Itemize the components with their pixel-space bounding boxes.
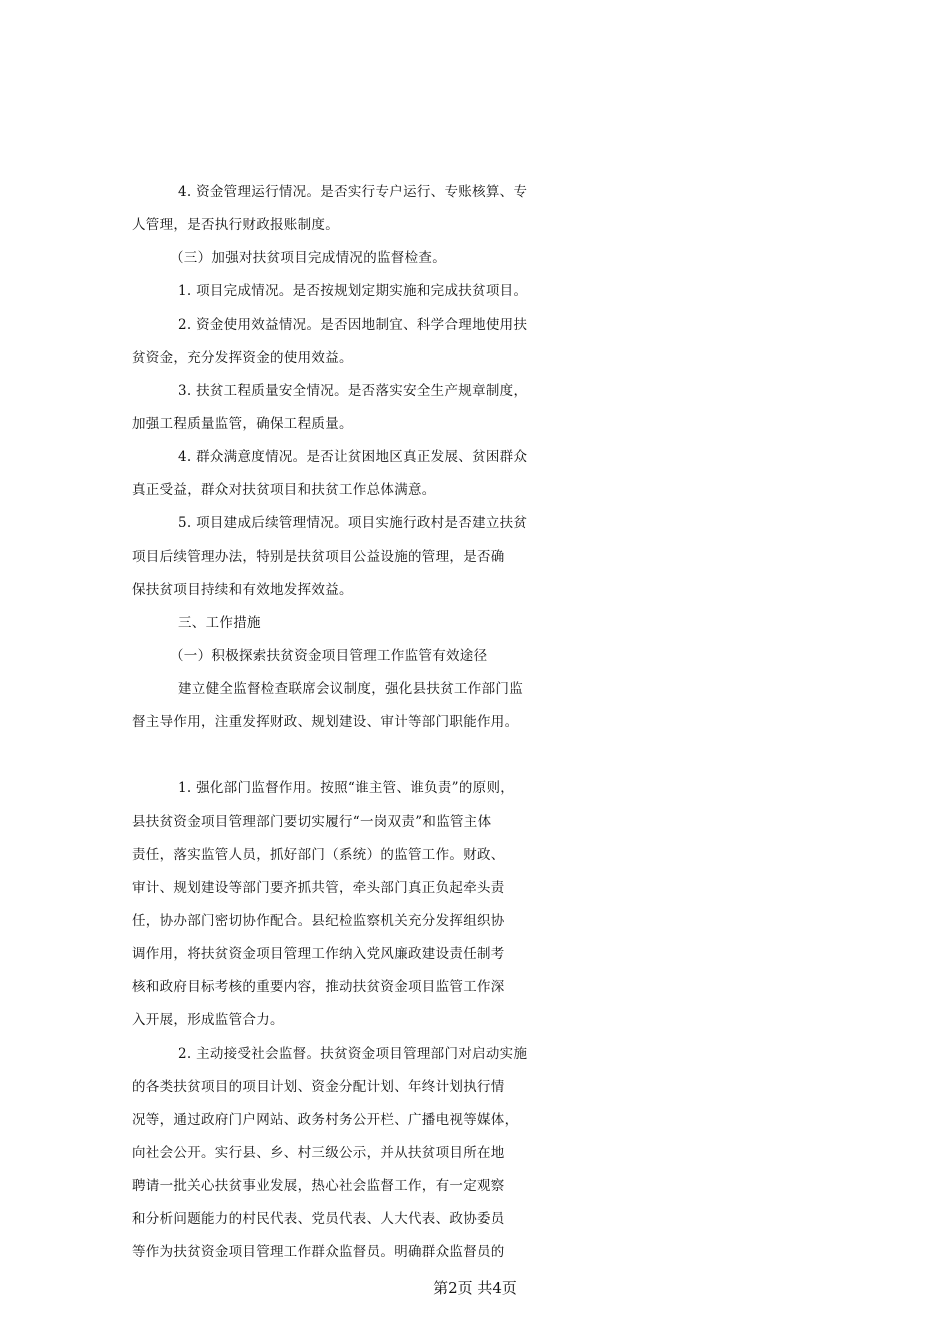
text-line: 聘请一批关心扶贫事业发展，热心社会监督工作，有一定观察 [132,1178,505,1194]
section-heading: （三）加强对扶贫项目完成情况的监督检查。 [170,250,446,266]
text-line: 2. 资金使用效益情况。是否因地制宜、科学合理地使用扶 [178,317,528,333]
text-line: 核和政府目标考核的重要内容，推动扶贫资金项目监管工作深 [132,979,505,995]
text-line: 4. 群众满意度情况。是否让贫困地区真正发展、贫困群众 [178,449,528,465]
text-line: 入开展，形成监管合力。 [132,1012,284,1028]
text-line: 和分析问题能力的村民代表、党员代表、人大代表、政协委员 [132,1211,505,1227]
text-line: 督主导作用，注重发挥财政、规划建设、审计等部门职能作用。 [132,714,519,730]
text-line: 1. 强化部门监督作用。按照“谁主管、谁负责”的原则， [178,780,515,796]
text-line: 5. 项目建成后续管理情况。项目实施行政村是否建立扶贫 [178,515,528,531]
page-number-footer: 第2页 共4页 [433,1279,517,1297]
text-line: 审计、规划建设等部门要齐抓共管，牵头部门真正负起牵头责 [132,880,505,896]
section-heading: （一）积极探索扶贫资金项目管理工作监管有效途径 [170,648,488,664]
text-line: 3. 扶贫工程质量安全情况。是否落实安全生产规章制度， [178,383,528,399]
text-line: 真正受益，群众对扶贫项目和扶贫工作总体满意。 [132,482,436,498]
text-line: 4. 资金管理运行情况。是否实行专户运行、专账核算、专 [178,184,528,200]
text-line: 加强工程质量监管，确保工程质量。 [132,416,353,432]
text-line: 1. 项目完成情况。是否按规划定期实施和完成扶贫项目。 [178,283,528,299]
text-line: 责任，落实监管人员，抓好部门（系统）的监管工作。财政、 [132,847,505,863]
section-heading: 三、工作措施 [178,615,261,631]
text-line: 人管理，是否执行财政报账制度。 [132,217,339,233]
text-line: 县扶贫资金项目管理部门要切实履行“一岗双责”和监管主体 [132,814,492,830]
text-line: 况等，通过政府门户网站、政务村务公开栏、广播电视等媒体， [132,1112,519,1128]
text-line: 项目后续管理办法，特别是扶贫项目公益设施的管理，是否确 [132,549,505,565]
text-line: 建立健全监督检查联席会议制度，强化县扶贫工作部门监 [178,681,523,697]
text-line: 任，协办部门密切协作配合。县纪检监察机关充分发挥组织协 [132,913,505,929]
text-line: 保扶贫项目持续和有效地发挥效益。 [132,582,353,598]
text-line: 贫资金，充分发挥资金的使用效益。 [132,350,353,366]
text-line: 的各类扶贫项目的项目计划、资金分配计划、年终计划执行情 [132,1079,505,1095]
text-line: 调作用，将扶贫资金项目管理工作纳入党风廉政建设责任制考 [132,946,505,962]
text-line: 等作为扶贫资金项目管理工作群众监督员。明确群众监督员的 [132,1244,505,1260]
text-line: 向社会公开。实行县、乡、村三级公示，并从扶贫项目所在地 [132,1145,505,1161]
text-line: 2. 主动接受社会监督。扶贫资金项目管理部门对启动实施 [178,1046,528,1062]
